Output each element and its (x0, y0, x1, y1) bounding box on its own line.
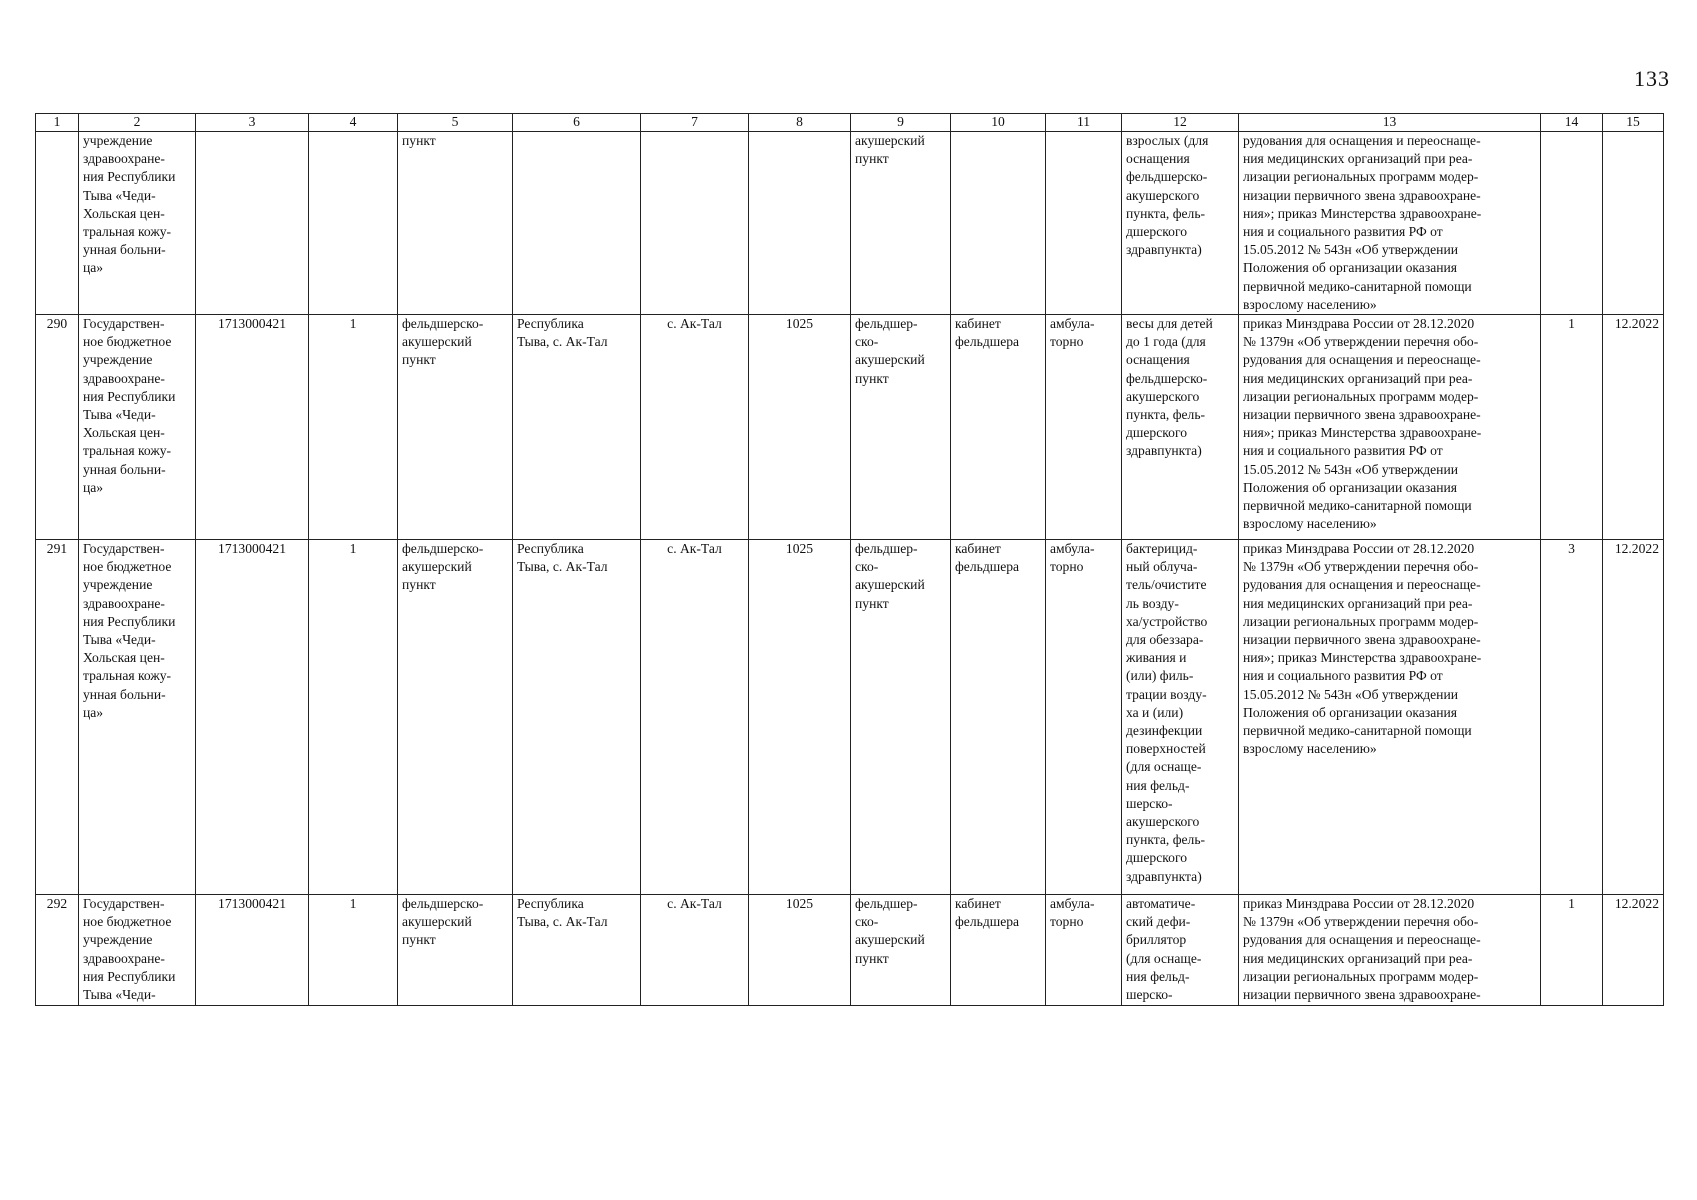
cell-code: 1025 (749, 315, 851, 540)
table-row (36, 315, 1664, 540)
cell-inn: 1713000421 (196, 895, 309, 1006)
cell-address: Республика Тыва, с. Ак-Тал (513, 895, 641, 1006)
cell-inn: 1713000421 (196, 540, 309, 895)
column-number: 10 (951, 114, 1046, 132)
column-number: 14 (1541, 114, 1603, 132)
cell-care-form: амбула- торно (1046, 315, 1122, 540)
cell-date (1603, 132, 1664, 315)
cell-subdivision: фельдшер- ско- акушерский пункт (851, 540, 951, 895)
cell-unit-type: фельдшерско- акушерский пункт (398, 895, 513, 1006)
column-number: 8 (749, 114, 851, 132)
cell-room: кабинет фельдшера (951, 540, 1046, 895)
cell-unit-type: фельдшерско- акушерский пункт (398, 540, 513, 895)
cell-address (513, 132, 641, 315)
cell-settlement (641, 132, 749, 315)
cell-count (309, 132, 398, 315)
column-number: 15 (1603, 114, 1664, 132)
cell-equipment: взрослых (для оснащения фельдшерско- акушерского пункта, фель- дшерского здравпункта) (1122, 132, 1239, 315)
cell-address: Республика Тыва, с. Ак-Тал (513, 540, 641, 895)
cell-date: 12.2022 (1603, 315, 1664, 540)
column-number: 6 (513, 114, 641, 132)
cell-legal-basis: рудования для оснащения и переоснаще- ния медицинских организаций при реа- лизации региональных программ модер- низации первичного звена здравоохране- ния»; приказ Минстерства здравоохране- ния и социального развития РФ от 15.05.2012 № 543н «Об утверждении Положения об организации оказания первичной медико-санитарной помощи взрослому населению» (1239, 132, 1541, 315)
cell-quantity: 1 (1541, 895, 1603, 1006)
cell-care-form: амбула- торно (1046, 895, 1122, 1006)
cell-care-form (1046, 132, 1122, 315)
cell-room: кабинет фельдшера (951, 895, 1046, 1006)
column-number: 11 (1046, 114, 1122, 132)
cell-code: 1025 (749, 540, 851, 895)
column-number-header (36, 114, 1664, 132)
table-row (36, 540, 1664, 895)
column-number: 3 (196, 114, 309, 132)
cell-equipment: весы для детей до 1 года (для оснащения фельдшерско- акушерского пункта, фель- дшерского здравпункта) (1122, 315, 1239, 540)
cell-count: 1 (309, 315, 398, 540)
cell-date: 12.2022 (1603, 895, 1664, 1006)
cell-legal-basis: приказ Минздрава России от 28.12.2020 № 1379н «Об утверждении перечня обо- рудования для оснащения и переоснаще- ния медицинских организаций при реа- лизации региональных программ модер- низации первичного звена здравоохране- ния»; приказ Минстерства здравоохране- ния и социального развития РФ от 15.05.2012 № 543н «Об утверждении Положения об организации оказания первичной медико-санитарной помощи взрослому населению» (1239, 315, 1541, 540)
cell-care-form: амбула- торно (1046, 540, 1122, 895)
cell-settlement: с. Ак-Тал (641, 895, 749, 1006)
cell-inn: 1713000421 (196, 315, 309, 540)
cell-inn (196, 132, 309, 315)
cell-address: Республика Тыва, с. Ак-Тал (513, 315, 641, 540)
cell-subdivision: акушерский пункт (851, 132, 951, 315)
cell-date: 12.2022 (1603, 540, 1664, 895)
cell-organization: Государствен- ное бюджетное учреждение здравоохране- ния Республики Тыва «Чеди- Хольская цен- тральная кожу- унная больни- ца» (79, 540, 196, 895)
cell-legal-basis: приказ Минздрава России от 28.12.2020 № 1379н «Об утверждении перечня обо- рудования для оснащения и переоснаще- ния медицинских организаций при реа- лизации региональных программ модер- низации первичного звена здравоохране- ния»; приказ Минстерства здравоохране- ния и социального развития РФ от 15.05.2012 № 543н «Об утверждении Положения об организации оказания первичной медико-санитарной помощи взрослому населению» (1239, 540, 1541, 895)
cell-organization: Государствен- ное бюджетное учреждение здравоохране- ния Республики Тыва «Чеди- Хольская цен- тральная кожу- унная больни- ца» (79, 315, 196, 540)
table-row-continuation (36, 132, 1664, 315)
cell-row-number: 290 (36, 315, 79, 540)
cell-row-number: 292 (36, 895, 79, 1006)
cell-unit-type: фельдшерско- акушерский пункт (398, 315, 513, 540)
cell-count: 1 (309, 540, 398, 895)
column-number: 2 (79, 114, 196, 132)
column-number: 5 (398, 114, 513, 132)
cell-room: кабинет фельдшера (951, 315, 1046, 540)
column-number: 4 (309, 114, 398, 132)
cell-subdivision: фельдшер- ско- акушерский пункт (851, 895, 951, 1006)
cell-row-number: 291 (36, 540, 79, 895)
cell-organization: Государствен- ное бюджетное учреждение здравоохране- ния Республики Тыва «Чеди- (79, 895, 196, 1006)
cell-room (951, 132, 1046, 315)
cell-quantity: 1 (1541, 315, 1603, 540)
table-row (36, 895, 1664, 1006)
cell-row-number (36, 132, 79, 315)
equipment-table (35, 113, 1664, 1006)
cell-subdivision: фельдшер- ско- акушерский пункт (851, 315, 951, 540)
column-number: 9 (851, 114, 951, 132)
cell-settlement: с. Ак-Тал (641, 315, 749, 540)
cell-equipment: бактерицид- ный облуча- тель/очистите ль возду- ха/устройство для обеззара- живания и (или) филь- трации возду- ха и (или) дезинфекции поверхностей (для оснаще- ния фельд- шерско- акушерского пункта, фель- дшерского здравпункта) (1122, 540, 1239, 895)
cell-equipment: автоматиче- ский дефи- бриллятор (для оснаще- ния фельд- шерско- (1122, 895, 1239, 1006)
page-number: 133 (1634, 66, 1670, 91)
cell-quantity (1541, 132, 1603, 315)
cell-legal-basis: приказ Минздрава России от 28.12.2020 № 1379н «Об утверждении перечня обо- рудования для оснащения и переоснаще- ния медицинских организаций при реа- лизации региональных программ модер- низации первичного звена здравоохране- (1239, 895, 1541, 1006)
cell-unit-type: пункт (398, 132, 513, 315)
column-number: 1 (36, 114, 79, 132)
cell-code: 1025 (749, 895, 851, 1006)
cell-count: 1 (309, 895, 398, 1006)
column-number: 12 (1122, 114, 1239, 132)
column-number: 13 (1239, 114, 1541, 132)
cell-quantity: 3 (1541, 540, 1603, 895)
cell-code (749, 132, 851, 315)
column-number: 7 (641, 114, 749, 132)
cell-organization: учреждение здравоохране- ния Республики Тыва «Чеди- Хольская цен- тральная кожу- унная больни- ца» (79, 132, 196, 315)
cell-settlement: с. Ак-Тал (641, 540, 749, 895)
